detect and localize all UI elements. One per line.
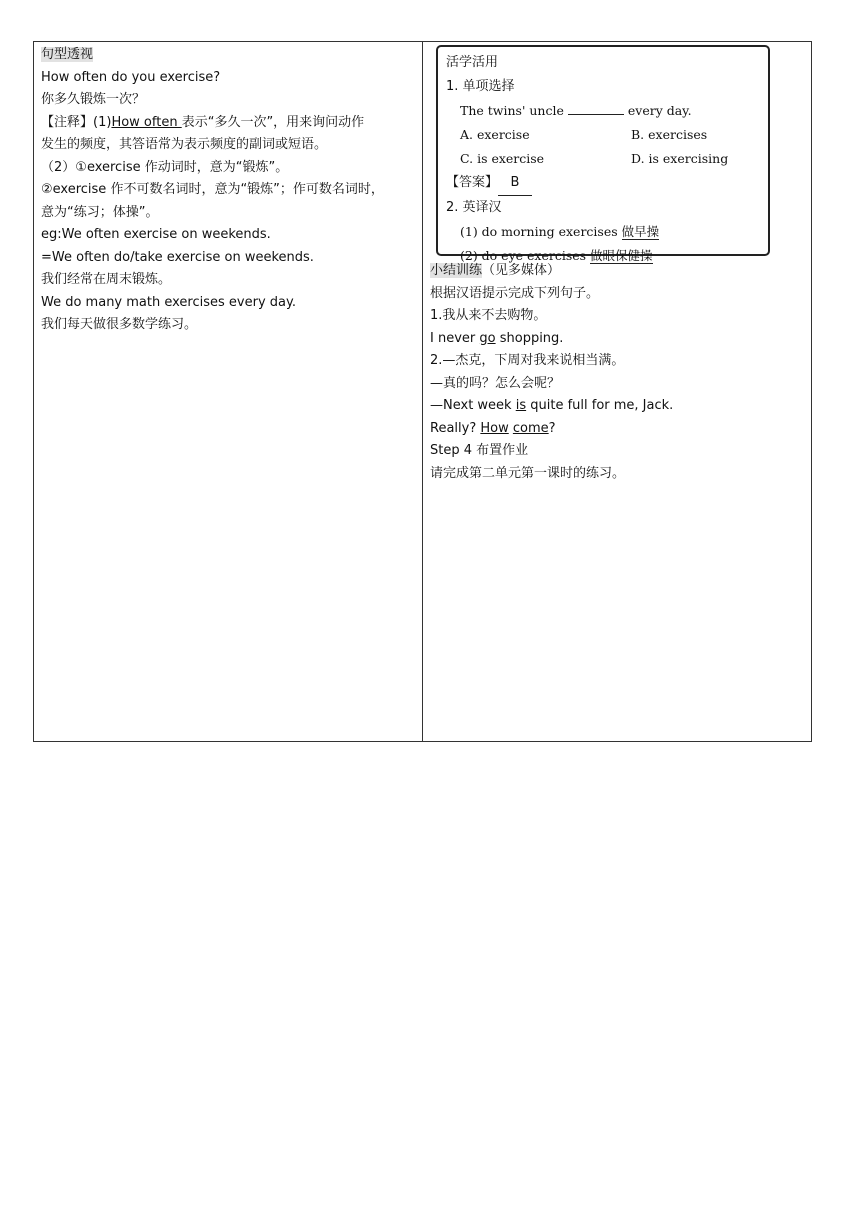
- summary-title: 小结训练（见多媒体）: [430, 263, 561, 278]
- example-2: =We often do/take exercise on weekends.: [41, 249, 314, 265]
- question-en: How often do you exercise?: [41, 69, 221, 85]
- note-2: （2）①exercise 作动词时，意为“锻炼”。: [41, 159, 289, 175]
- note-3-cont: 意为“练习；体操”。: [41, 204, 159, 220]
- sentence-1-cn: 1.我从来不去购物。: [430, 308, 547, 323]
- example-3-cn: 我们每天做很多数学练习。: [41, 317, 198, 332]
- question-cn: 你多久锻炼一次？: [41, 92, 146, 107]
- practice-q1-stem: The twins' uncle every day.: [460, 103, 692, 118]
- lesson-table: [33, 41, 812, 742]
- right-column: [423, 42, 812, 742]
- practice-options-cd: C. is exercise D. is exercising: [460, 151, 729, 166]
- step-4: Step 4 布置作业: [430, 443, 529, 458]
- practice-q2-2: (2) do eye exercises 做眼保健操: [460, 248, 653, 263]
- sentence-2-cn-a: 2.—杰克，下周对我来说相当满。: [430, 353, 625, 368]
- practice-answer: 【答案】 B: [446, 171, 760, 196]
- note-1-cont: 发生的频度，其答语常为表示频度的副词或短语。: [41, 137, 328, 152]
- sentence-2-en-a: —Next week is quite full for me, Jack.: [430, 398, 674, 413]
- answer-blank: [568, 102, 624, 115]
- note-3: ②exercise 作不可数名词时，意为“锻炼”；作可数名词时，: [41, 182, 384, 197]
- note-1: 【注释】(1)How often 表示“多久一次”，用来询问动作: [41, 114, 365, 130]
- example-1: eg:We often exercise on weekends.: [41, 227, 271, 242]
- practice-title: 活学活用: [446, 55, 499, 70]
- sentence-2-cn-b: —真的吗？怎么会呢？: [430, 375, 561, 391]
- sentence-1-en: I never go shopping.: [430, 330, 564, 346]
- section-title: 句型透视: [41, 47, 94, 62]
- left-column: [34, 42, 423, 742]
- practice-q2-1: (1) do morning exercises 做早操: [460, 224, 660, 239]
- homework: 请完成第二单元第一课时的练习。: [430, 465, 626, 481]
- practice-q2-title: 2. 英译汉: [446, 200, 502, 215]
- example-cn: 我们经常在周末锻炼。: [41, 272, 172, 287]
- practice-options-ab: A. exercise B. exercises: [460, 127, 708, 142]
- practice-q1-title: 1. 单项选择: [446, 79, 515, 94]
- practice-box: [436, 45, 770, 263]
- example-3: We do many math exercises every day.: [41, 294, 296, 310]
- sentence-2-en-b: Really? How come?: [430, 420, 556, 436]
- summary-instruction: 根据汉语提示完成下列句子。: [430, 285, 600, 301]
